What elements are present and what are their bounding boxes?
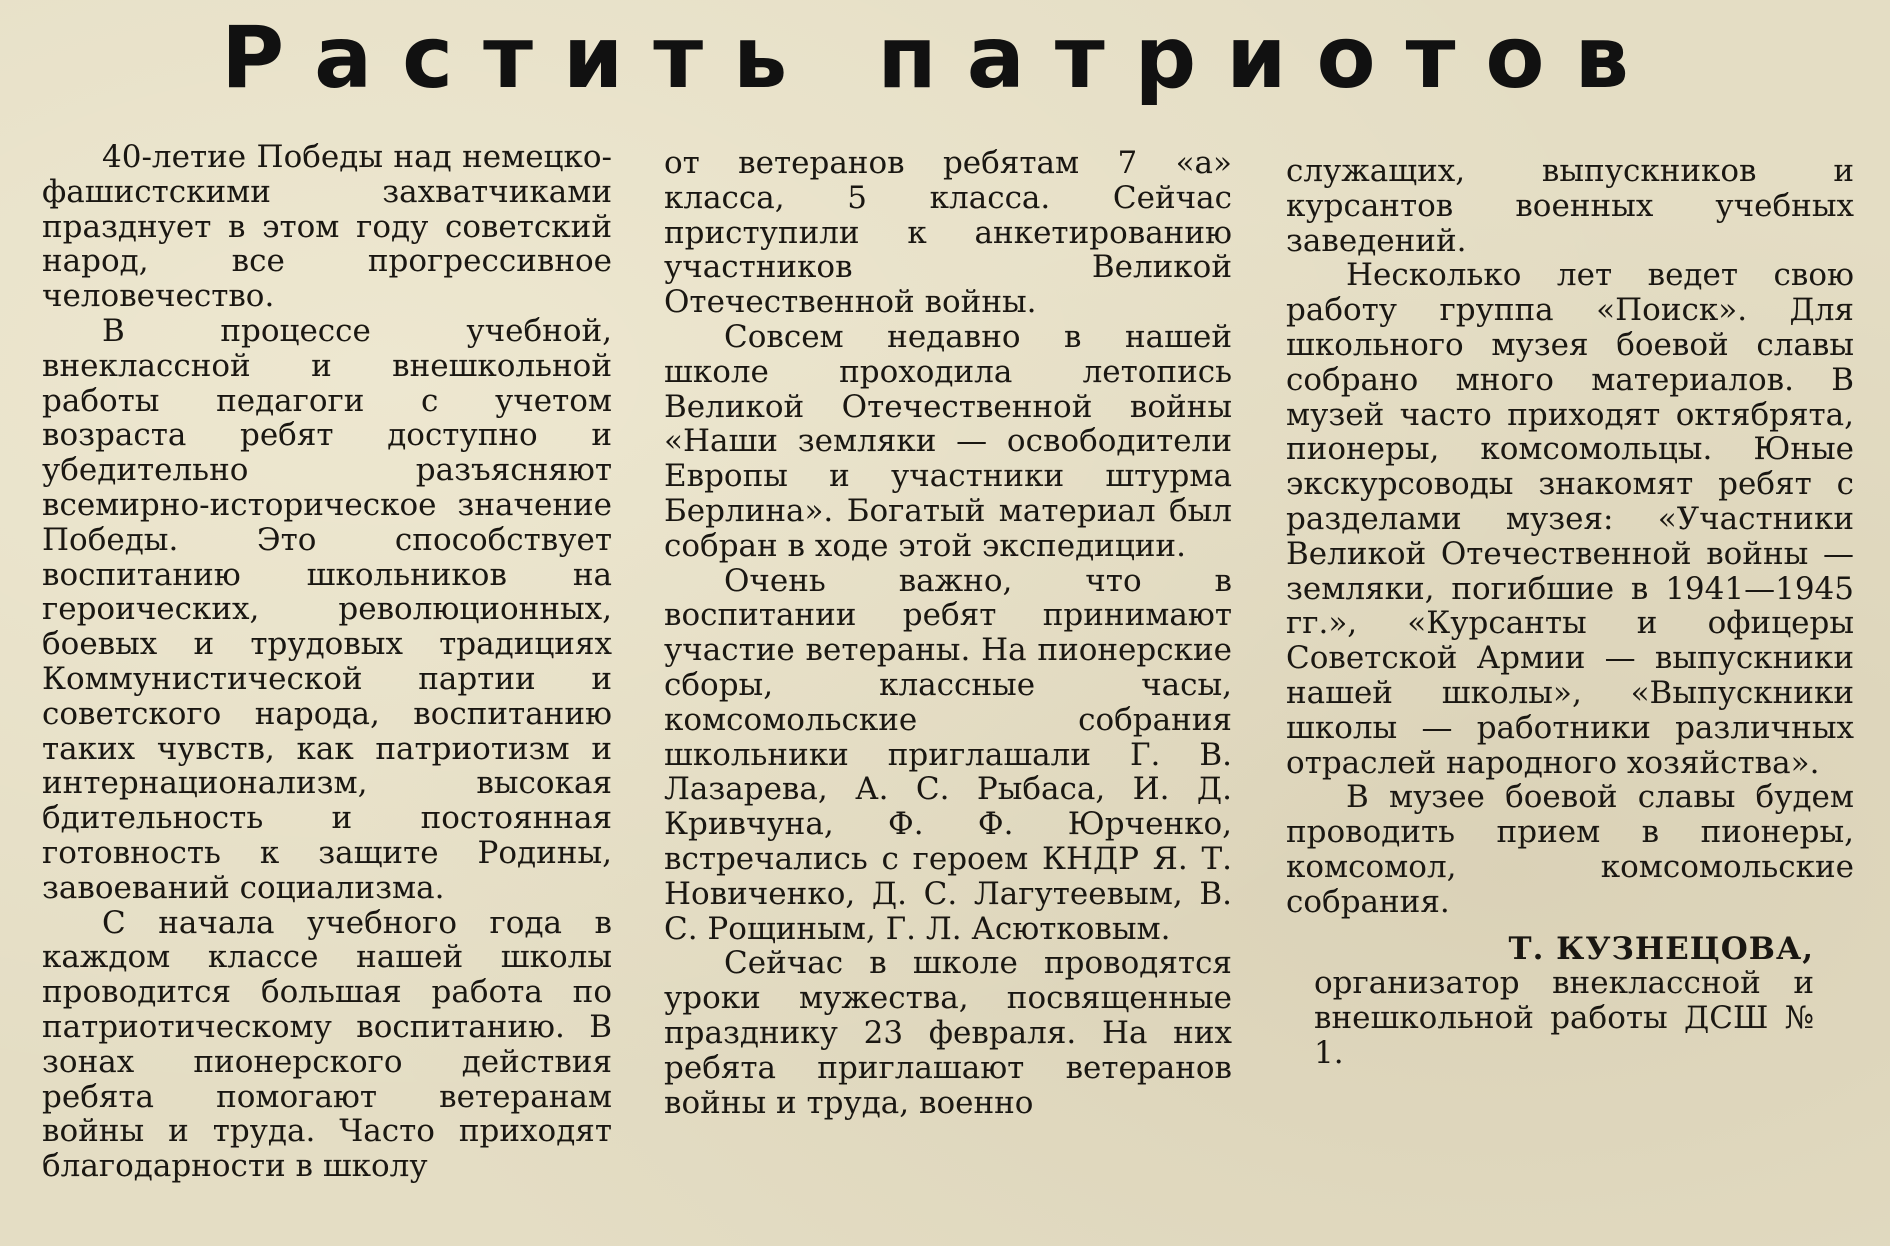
article-column-3 — [1286, 154, 1854, 1071]
article-column-2 — [664, 146, 1232, 1120]
paragraph: В музее боевой славы будем проводить прием в пионеры, комсомол, комсомольские собрания. — [1286, 779, 1854, 920]
paragraph: Совсем недавно в нашей школе проходила летопись Великой Отечественной войны «Наши земляки — освободители Европы и участники штурма Берлина». Богатый материал был собран в ходе этой экспедиции. — [664, 318, 1232, 564]
paragraph: Сейчас в школе проводятся уроки мужества, посвященные празднику 23 февраля. На них ребята приглашают ветеранов войны и труда, военно — [664, 945, 1232, 1121]
paragraph: служащих, выпускников и курсантов военных учебных заведений. — [1286, 153, 1854, 259]
paragraph: В процессе учебной, внеклассной и внешкольной работы педагоги с учетом возраста ребят доступно и убедительно разъясняют всемирно-историческое значение Победы. Это способствует воспитанию школьников на героических, революционных, боевых и трудовых традициях Коммунистической партии и советского народа, воспитанию таких чувств, как патриотизм и интернационализм, высокая бдительность и постоянная готовность к защите Родины, завоеваний социализма. — [42, 312, 612, 906]
paragraph: Очень важно, что в воспитании ребят принимают участие ветераны. На пионерские сборы, классные часы, комсомольские собрания школьники приглашали Г. В. Лазарева, А. С. Рыбаса, И. Д. Кривчуна, Ф. Ф. Юрченко, встречались с героем КНДР Я. Т. Новиченко, Д. С. Лагутеевым, В. С. Рощиным, Г. Л. Асютковым. — [664, 562, 1232, 947]
author-role: организатор внеклассной и внешкольной работы ДСШ № 1. — [1314, 965, 1814, 1071]
author-name: Т. КУЗНЕЦОВА, — [1508, 930, 1814, 967]
paragraph: С начала учебного года в каждом классе нашей школы проводится большая работа по патриотическому воспитанию. В зонах пионерского действия ребята помогают ветеранам войны и труда. Часто приходят благодарности в школу — [42, 904, 612, 1185]
paragraph: Несколько лет ведет свою работу группа «Поиск». Для школьного музея боевой славы собрано много материалов. В музей часто приходят октябрята, пионеры, комсомольцы. Юные экскурсоводы знакомят ребят с разделами музея: «Участники Великой Отечественной войны — земляки, погибшие в 1941—1945 гг.», «Курсанты и офицеры Советской Армии — выпускники нашей школы», «Выпускники школы — работники различных отраслей народного хозяйства». — [1286, 257, 1854, 781]
article-column-1 — [42, 140, 612, 1184]
paragraph: от ветеранов ребятам 7 «а» класса, 5 класса. Сейчас приступили к анкетированию участников Великой Отечественной войны. — [664, 145, 1232, 321]
author-signature — [1286, 932, 1814, 1071]
paragraph: 40-летие Победы над немецко-фашистскими захватчиками празднует в этом году советский народ, все прогрессивное человечество. — [42, 139, 612, 315]
headline: Растить патриотов — [221, 8, 1659, 108]
